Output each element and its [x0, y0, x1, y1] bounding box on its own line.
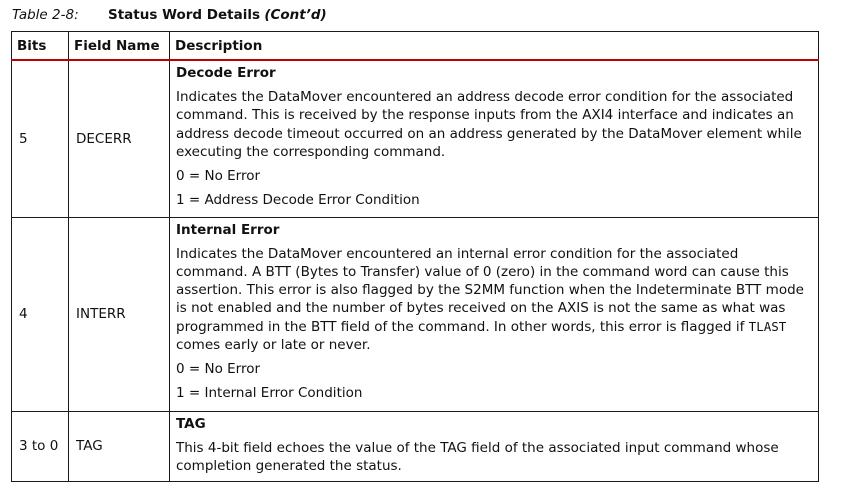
- table-row: [12, 217, 819, 411]
- description-text: [176, 245, 812, 355]
- header-row: [12, 32, 819, 61]
- value-item: 1 = Internal Error Condition: [176, 385, 363, 402]
- status-word-table: [11, 31, 819, 482]
- description-title: TAG: [176, 415, 206, 432]
- header-description: Description: [170, 32, 819, 61]
- description-cell: [170, 60, 819, 217]
- table-row: [12, 60, 819, 217]
- value-item: 1 = Address Decode Error Condition: [176, 192, 420, 209]
- description-cell: [170, 217, 819, 411]
- code-term: TLAST: [748, 318, 787, 334]
- table-caption: [12, 6, 327, 24]
- field-name-cell: INTERR: [69, 217, 170, 411]
- bits-cell: 5: [12, 60, 69, 217]
- description-text-part: comes early or late or never.: [176, 336, 371, 353]
- field-name-cell: TAG: [69, 411, 170, 481]
- description-text: This 4-bit field echoes the value of the TAG field of the associated input command whose completion generated the status.: [176, 439, 779, 474]
- bits-cell: 4: [12, 217, 69, 411]
- field-name-cell: DECERR: [69, 60, 170, 217]
- description-title: Internal Error: [176, 221, 280, 238]
- value-item: 0 = No Error: [176, 168, 261, 185]
- description-text: Indicates the DataMover encountered an address decode error condition for the associated command. This is received by the response inputs from the AXI4 interface and indicates an address decode timeout occurred on an address generated by the DataMover element while executing the corresponding command.: [176, 89, 802, 160]
- table-number: Table 2-8:: [12, 7, 79, 23]
- value-item: 0 = No Error: [176, 361, 261, 378]
- bits-cell: 3 to 0: [12, 411, 69, 481]
- description-text-part: Indicates the DataMover encountered an internal error condition for the associated command. A BTT (Bytes to Transfer) value of 0 (zero) in the command word can cause this assertion. This error is also flagged by the S2MM function when the Indeterminate BTT mode is not enabled and the number of bytes received on the AXIS is not the same as what was programmed in the BTT field of the command. In other words, this error is flagged if: [176, 245, 804, 335]
- description-cell: [170, 411, 819, 481]
- header-field-name: Field Name: [69, 32, 170, 61]
- table-title: Status Word Details: [108, 7, 261, 23]
- description-title: Decode Error: [176, 65, 276, 81]
- header-bits: Bits: [12, 32, 69, 61]
- table-continued: (Cont’d): [264, 7, 327, 23]
- table-row: [12, 411, 819, 481]
